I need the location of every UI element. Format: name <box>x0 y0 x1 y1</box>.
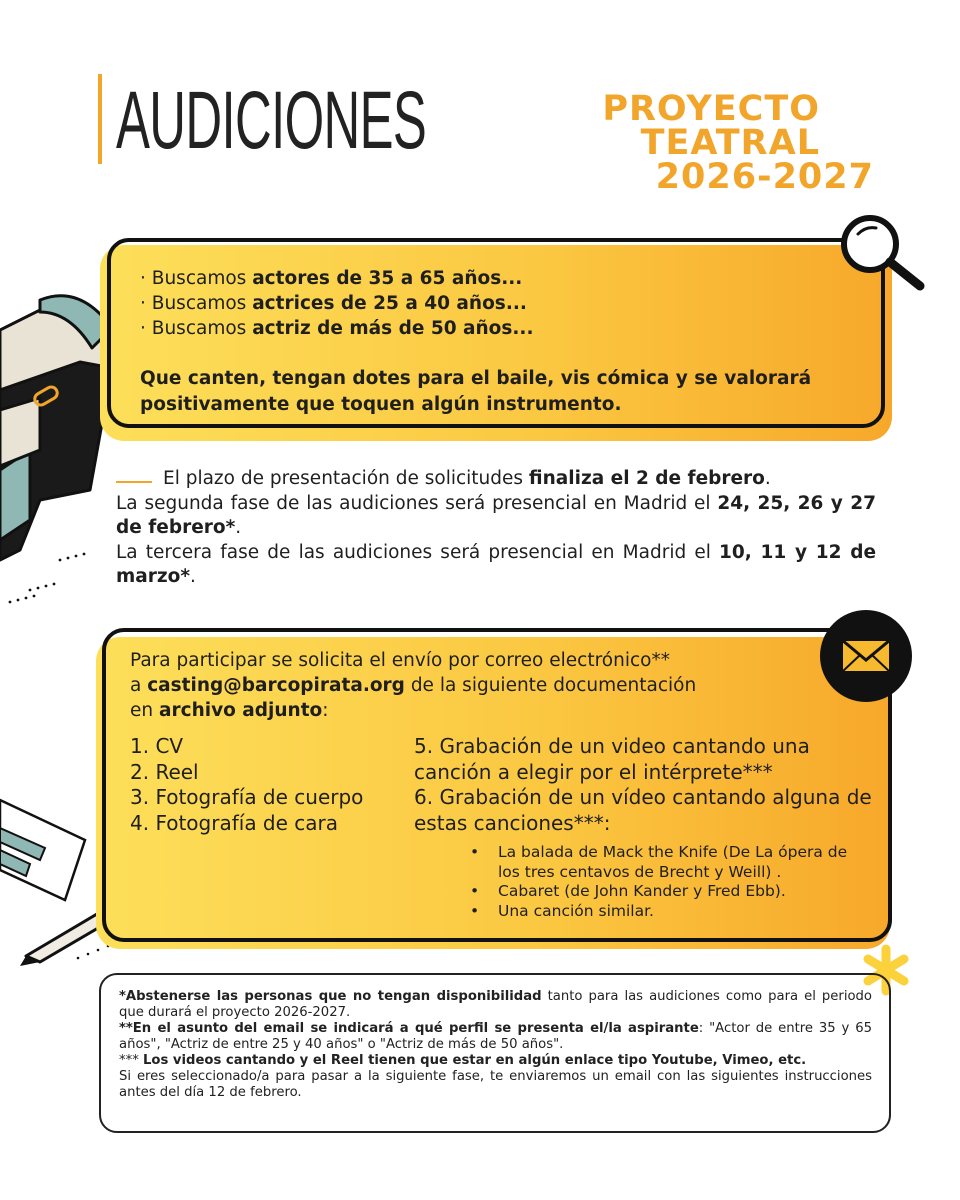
list-item: 2. Reel <box>130 759 199 784</box>
list-item: 3. Fotografía de cuerpo <box>130 785 364 809</box>
requirements-text <box>140 266 860 418</box>
profile-line: · Buscamos actriz de más de 50 años... <box>140 318 534 339</box>
envelope-icon <box>818 608 914 704</box>
footnote-email-subject: **En el asunto del email se indicará a qué perfil se presenta el/la aspirante: "Actor de entre 35 y 65 años", "Actriz de entre 25 y 40 años" o "Actriz de más de 50 años". <box>119 1021 872 1052</box>
footnote-availability: *Abstenerse las personas que no tengan disponibilidad tanto para las audiciones como para el periodo que durará el proyecto 2026-2027. <box>119 989 872 1020</box>
profile-line: · Buscamos actores de 35 a 65 años... <box>140 268 523 289</box>
song-item: • Una canción similar. <box>470 902 870 922</box>
title-accent-bar <box>98 74 102 164</box>
deadlines-text: El plazo de presentación de solicitudes finaliza el 2 de febrero. La segunda fase de las audiciones será presencial en Madrid el 24, 25, 26 y 27 de febrero*. La tercera fase de las audiciones será presencial en Madrid el 10, 11 y 12 de marzo*. <box>116 468 876 587</box>
page-title: AUDICIONES <box>116 75 427 166</box>
subtitle-line-2: 2026-2027 <box>655 157 874 197</box>
list-item: 6. Grabación de un vídeo cantando alguna de estas canciones***: <box>414 785 872 835</box>
documents-list-right <box>414 734 874 836</box>
list-item: 5. Grabación de un video cantando una canción a elegir por el intérprete*** <box>414 734 810 784</box>
list-item: 1. CV <box>130 734 184 758</box>
footnote-next-phase: Si eres seleccionado/a para pasar a la siguiente fase, te enviaremos un email con las siguientes instrucciones antes del día 12 de febrero. <box>119 1069 872 1100</box>
subtitle-line-1: PROYECTO TEATRAL <box>602 89 820 163</box>
songs-list <box>470 843 870 921</box>
documents-list-left <box>130 734 363 836</box>
footnotes-box <box>99 973 891 1133</box>
list-item: 4. Fotografía de cara <box>130 810 339 835</box>
casting-email[interactable]: casting@barcopirata.org <box>147 675 405 696</box>
song-item: • Cabaret (de John Kander y Fred Ebb). <box>470 882 870 902</box>
footnote-video-links: *** Los videos cantando y el Reel tienen que estar en algún enlace tipo Youtube, Vimeo, etc. <box>119 1053 807 1068</box>
profile-line: · Buscamos actrices de 25 a 40 años... <box>140 293 527 314</box>
requirements-statement: Que canten, tengan dotes para el baile, vis cómica y se valorará positivamente que toquen algún instrumento. <box>140 368 812 415</box>
song-item: • La balada de Mack the Knife (De La ópera de los tres centavos de Brecht y Weill) . <box>470 843 870 882</box>
page-subtitle <box>420 89 874 197</box>
documentation-intro: Para participar se solicita el envío por correo electrónico** a casting@barcopirata.org de la siguiente documentación en archivo adjunto: <box>130 650 697 721</box>
